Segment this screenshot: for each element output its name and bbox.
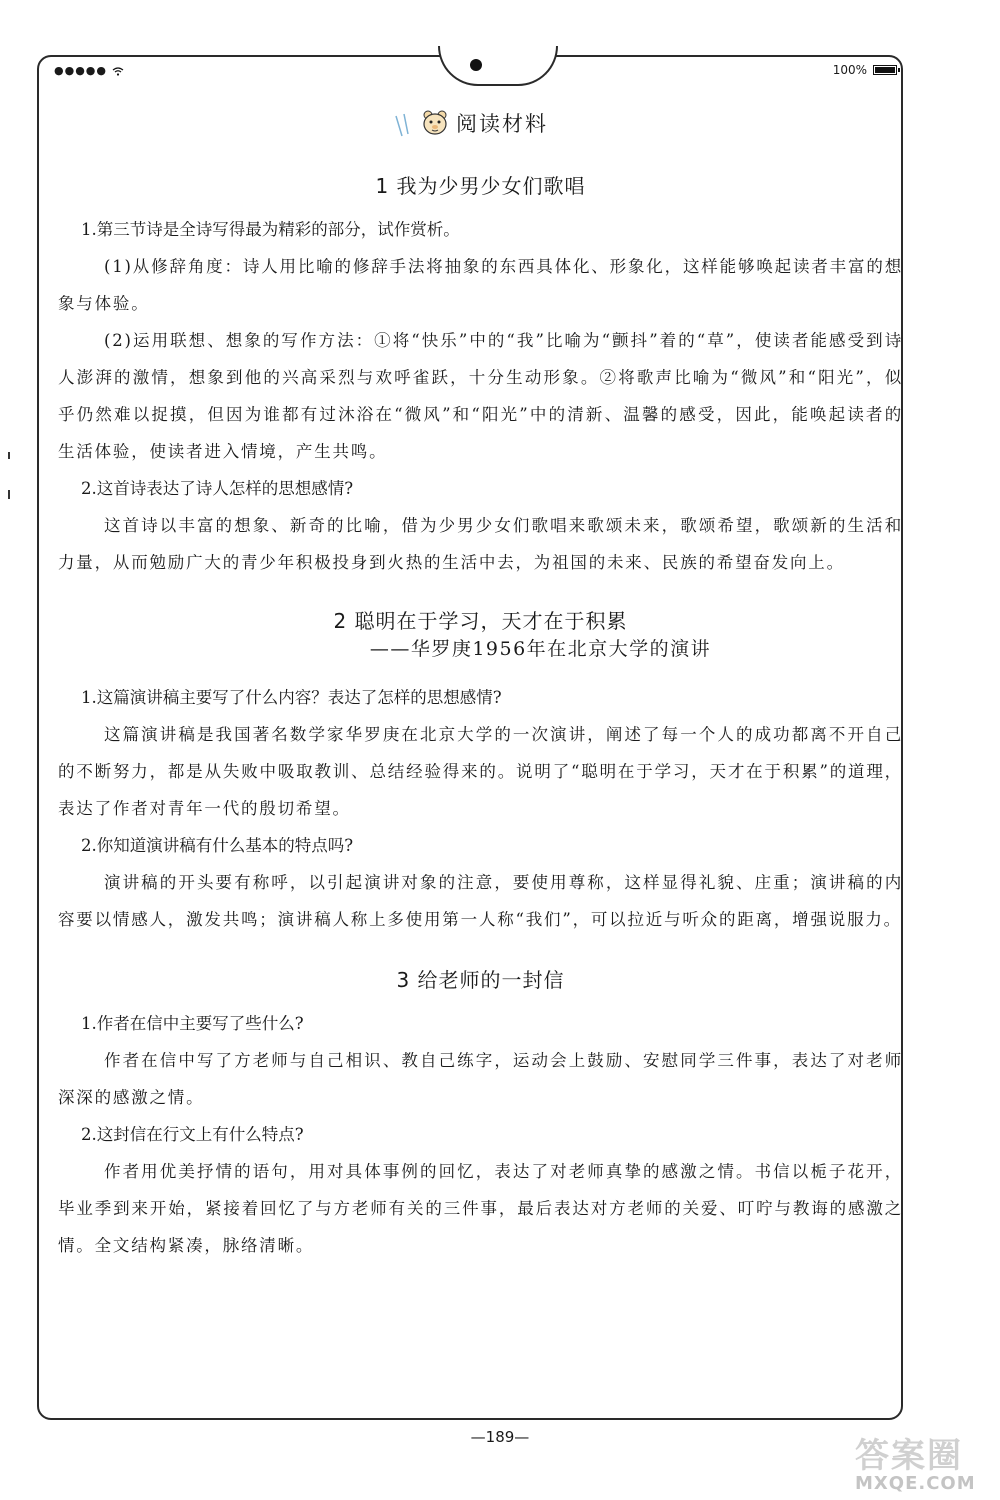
- answer-paragraph: 作者用优美抒情的语句，用对具体事例的回忆，表达了对老师真挚的感激之情。书信以栀子花开，毕业季到来开始，紧接着回忆了与方老师有关的三件事，最后表达对方老师的关爱、叮咛与教诲的感激之情。全文结构紧凑，脉络清晰。: [58, 1162, 903, 1255]
- margin-mark: [8, 490, 10, 499]
- answer-paragraph: (1)从修辞角度：诗人用比喻的修辞手法将抽象的东西具体化、形象化，这样能够唤起读者丰富的想象与体验。: [58, 257, 903, 313]
- watermark: [855, 1428, 995, 1498]
- banner-title: 阅读材料: [456, 112, 548, 136]
- decoration-lines-icon: [392, 112, 420, 140]
- bear-mascot-icon: [420, 108, 450, 138]
- battery-percent: 100%: [832, 63, 867, 77]
- section-1: [58, 170, 903, 581]
- question: 1.作者在信中主要写了些什么?: [81, 1014, 304, 1033]
- status-signal: [54, 64, 124, 77]
- signal-dots: ●●●●●: [54, 64, 112, 77]
- question: 2.这首诗表达了诗人怎样的思想感情?: [81, 479, 354, 498]
- answer-paragraph: 作者在信中写了方老师与自己相识、教自己练字，运动会上鼓励、安慰同学三件事，表达了对老师深深的感激之情。: [58, 1051, 903, 1107]
- question: 2.这封信在行文上有什么特点?: [81, 1125, 304, 1144]
- section-title: 1 我为少男少女们歌唱: [375, 174, 586, 198]
- section-title: 2 聪明在于学习，天才在于积累: [333, 609, 628, 633]
- wifi-icon: [112, 67, 124, 76]
- section-title: 3 给老师的一封信: [396, 968, 565, 992]
- answer-paragraph: 这首诗以丰富的想象、新奇的比喻，借为少男少女们歌唱来歌颂未来，歌颂希望，歌颂新的生活和力量，从而勉励广大的青少年积极投身到火热的生活中去，为祖国的未来、民族的希望奋发向上。: [58, 516, 903, 572]
- answer-paragraph: 这篇演讲稿是我国著名数学家华罗庚在北京大学的一次演讲，阐述了每一个人的成功都离不开自己的不断努力，都是从失败中吸取教训、总结经验得来的。说明了“聪明在于学习，天才在于积累”的道理，表达了作者对青年一代的殷切希望。: [58, 725, 903, 818]
- camera-dot: [470, 59, 482, 71]
- section-3: [58, 964, 903, 1264]
- document-body: [58, 160, 903, 1264]
- page-number: —189—: [470, 1428, 530, 1446]
- question: 1.这篇演讲稿主要写了什么内容？表达了怎样的思想感情?: [81, 688, 502, 707]
- question: 2.你知道演讲稿有什么基本的特点吗?: [81, 836, 354, 855]
- section-2: [58, 605, 903, 938]
- battery-icon: [873, 65, 897, 75]
- section-subtitle: ——华罗庚1956年在北京大学的演讲: [369, 638, 712, 660]
- answer-paragraph: (2)运用联想、想象的写作方法：①将“快乐”中的“我”比喻为“颤抖”着的“草”，使读者能感受到诗人澎湃的激情，想象到他的兴高采烈与欢呼雀跃，十分生动形象。②将歌声比喻为“微风”和“阳光”，似乎仍然难以捉摸，但因为谁都有过沐浴在“微风”和“阳光”中的清新、温馨的感受，因此，能唤起读者的生活体验，使读者进入情境，产生共鸣。: [58, 331, 903, 461]
- reading-material-banner: [420, 108, 548, 138]
- question: 1.第三节诗是全诗写得最为精彩的部分，试作赏析。: [81, 220, 460, 239]
- status-battery: [833, 63, 897, 77]
- watermark-url: MXQE.COM: [855, 1473, 976, 1494]
- watermark-logo: 答案圈: [855, 1436, 963, 1476]
- answer-paragraph: 演讲稿的开头要有称呼，以引起演讲对象的注意，要使用尊称，这样显得礼貌、庄重；演讲稿的内容要以情感人，激发共鸣；演讲稿人称上多使用第一人称“我们”，可以拉近与听众的距离，增强说服力。: [58, 873, 903, 929]
- margin-mark: [8, 452, 10, 459]
